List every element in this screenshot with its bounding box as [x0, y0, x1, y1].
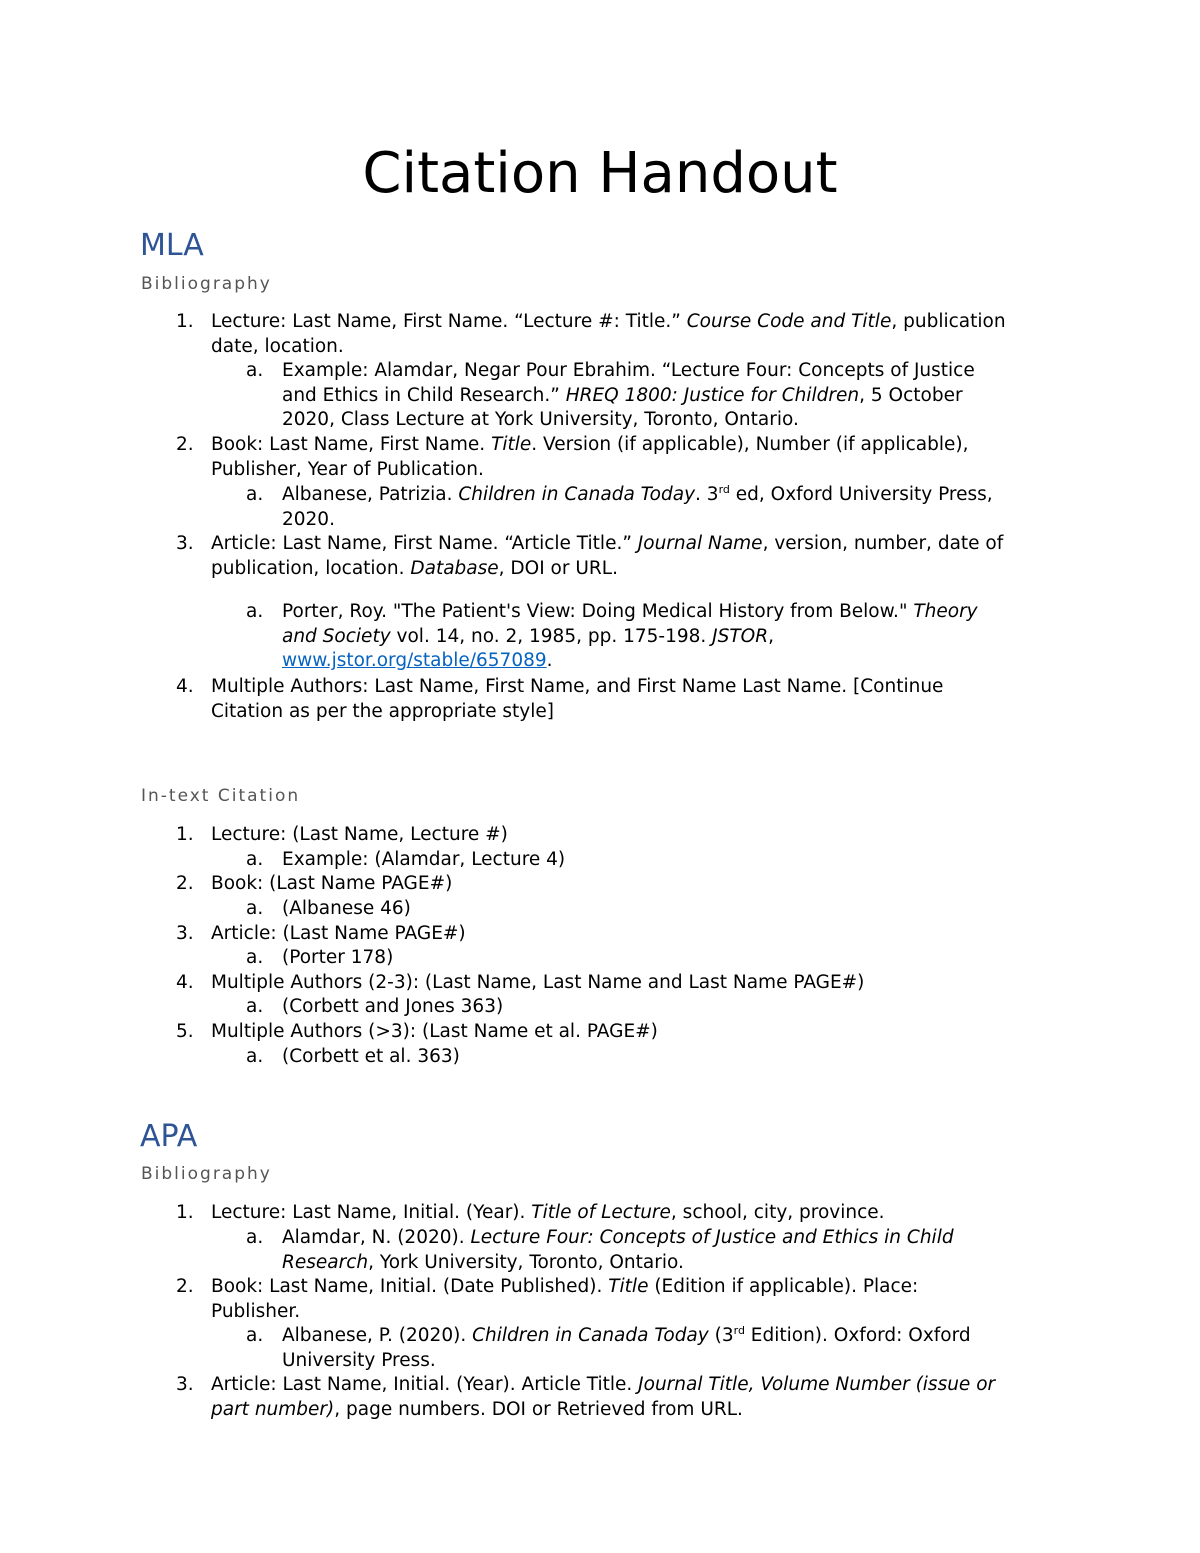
sub-item-line: (Albanese 46)	[282, 898, 411, 919]
sub-item-marker: a.	[246, 360, 264, 381]
apa-bibliography-subheading: Bibliography	[141, 1164, 272, 1184]
list-item-line: Publisher, Year of Publication.	[211, 458, 484, 480]
italic-text: and Society	[282, 625, 391, 647]
superscript-text: rd	[718, 482, 730, 496]
list-item-line: Multiple Authors (>3): (Last Name et al. PAGE#)	[211, 1021, 658, 1042]
italic-text: Lecture Four: Concepts of Justice and Ethics in Child	[470, 1227, 954, 1248]
sub-item-marker: a.	[246, 1046, 264, 1067]
sub-item-line: 2020.	[282, 508, 335, 530]
list-item-marker: 1.	[176, 311, 194, 332]
sub-item-marker: a.	[246, 1227, 264, 1248]
sub-item-line: University Press.	[282, 1349, 436, 1371]
sub-item-line: Example: Alamdar, Negar Pour Ebrahim. “Lecture Four: Concepts of Justice	[282, 360, 975, 381]
list-item-line: Article: (Last Name PAGE#)	[211, 923, 466, 944]
italic-text: Title	[608, 1276, 649, 1297]
italic-text: Children in Canada Today	[458, 484, 696, 505]
list-item-marker: 4.	[176, 972, 194, 993]
list-item-line: Lecture: Last Name, First Name. “Lecture #: Title.” Course Code and Title, publication	[211, 311, 1006, 332]
mla-heading: MLA	[140, 228, 204, 263]
sub-item-marker: a.	[246, 1325, 264, 1346]
italic-text: Journal Title, Volume Number (issue or	[638, 1374, 996, 1395]
sub-item-line: Alamdar, N. (2020). Lecture Four: Concepts of Justice and Ethics in Child	[282, 1227, 954, 1248]
sub-item-line: (Porter 178)	[282, 947, 394, 968]
list-item-marker: 1.	[176, 824, 194, 845]
italic-text: JSTOR	[712, 625, 769, 647]
list-item-marker: 3.	[176, 1374, 194, 1395]
list-item-line: part number), page numbers. DOI or Retrieved from URL.	[211, 1398, 743, 1420]
list-item-line: Citation as per the appropriate style]	[211, 700, 554, 722]
list-item-marker: 3.	[176, 533, 194, 554]
list-item-line: Lecture: Last Name, Initial. (Year). Title of Lecture, school, city, province.	[211, 1202, 885, 1223]
list-item-line: Lecture: (Last Name, Lecture #)	[211, 824, 508, 845]
list-item-marker: 2.	[176, 1276, 194, 1297]
sub-item-line: 2020, Class Lecture at York University, Toronto, Ontario.	[282, 409, 799, 431]
list-item-line: Book: Last Name, First Name. Title. Version (if applicable), Number (if applicable),	[211, 434, 969, 455]
sub-item-line: Research, York University, Toronto, Ontario.	[282, 1251, 684, 1273]
sub-item-line: www.jstor.org/stable/657089.	[282, 650, 553, 672]
list-item-marker: 5.	[176, 1021, 194, 1042]
list-item-line: Multiple Authors: Last Name, First Name, and First Name Last Name. [Continue	[211, 676, 944, 697]
list-item-line: Book: Last Name, Initial. (Date Published). Title (Edition if applicable). Place:	[211, 1276, 919, 1297]
list-item-line: Publisher.	[211, 1300, 301, 1322]
sub-item-line: and Ethics in Child Research.” HREQ 1800: Justice for Children, 5 October	[282, 384, 963, 406]
list-item-marker: 2.	[176, 434, 194, 455]
italic-text: Title	[491, 434, 532, 455]
list-item-marker: 1.	[176, 1202, 194, 1223]
mla-bibliography-subheading: Bibliography	[141, 274, 272, 294]
italic-text: part number)	[211, 1398, 335, 1420]
sub-item-line: (Corbett et al. 363)	[282, 1046, 460, 1067]
italic-text: Database	[410, 557, 499, 579]
sub-item-marker: a.	[246, 996, 264, 1017]
superscript-text: rd	[733, 1323, 745, 1337]
sub-item-line: (Corbett and Jones 363)	[282, 996, 504, 1017]
italic-text: Course Code and Title	[686, 311, 892, 332]
sub-item-marker: a.	[246, 484, 264, 505]
sub-item-line: Example: (Alamdar, Lecture 4)	[282, 849, 566, 870]
italic-text: Journal Name	[637, 533, 763, 554]
sub-item-line: and Society vol. 14, no. 2, 1985, pp. 175-198. JSTOR,	[282, 625, 774, 647]
list-item-line: Article: Last Name, Initial. (Year). Article Title. Journal Title, Volume Number (issue or	[211, 1374, 996, 1395]
sub-item-marker: a.	[246, 947, 264, 968]
sub-item-marker: a.	[246, 849, 264, 870]
italic-text: HREQ 1800: Justice for Children	[565, 384, 860, 406]
citation-link[interactable]: www.jstor.org/stable/657089	[282, 650, 547, 672]
list-item-line: date, location.	[211, 335, 344, 357]
italic-text: Theory	[913, 601, 978, 622]
sub-item-line: Porter, Roy. "The Patient's View: Doing Medical History from Below." Theory	[282, 601, 978, 622]
sub-item-line: Albanese, P. (2020). Children in Canada Today (3rd Edition). Oxford: Oxford	[282, 1323, 971, 1346]
sub-item-marker: a.	[246, 601, 264, 622]
italic-text: Title of Lecture	[531, 1202, 671, 1223]
list-item-line: publication, location. Database, DOI or URL.	[211, 557, 618, 579]
list-item-line: Book: (Last Name PAGE#)	[211, 873, 453, 894]
mla-in-text-subheading: In-text Citation	[141, 786, 301, 806]
italic-text: Children in Canada Today	[472, 1325, 709, 1346]
list-item-marker: 2.	[176, 873, 194, 894]
sub-item-marker: a.	[246, 898, 264, 919]
document-title: Citation Handout	[362, 141, 838, 206]
list-item-line: Article: Last Name, First Name. “Article Title.” Journal Name, version, number, date of	[211, 533, 1004, 554]
list-item-marker: 3.	[176, 923, 194, 944]
list-item-line: Multiple Authors (2-3): (Last Name, Last Name and Last Name PAGE#)	[211, 972, 865, 993]
italic-text: Research	[282, 1251, 369, 1273]
apa-heading: APA	[140, 1119, 198, 1154]
list-item-marker: 4.	[176, 676, 194, 697]
sub-item-line: Albanese, Patrizia. Children in Canada Today. 3rd ed, Oxford University Press,	[282, 482, 993, 505]
